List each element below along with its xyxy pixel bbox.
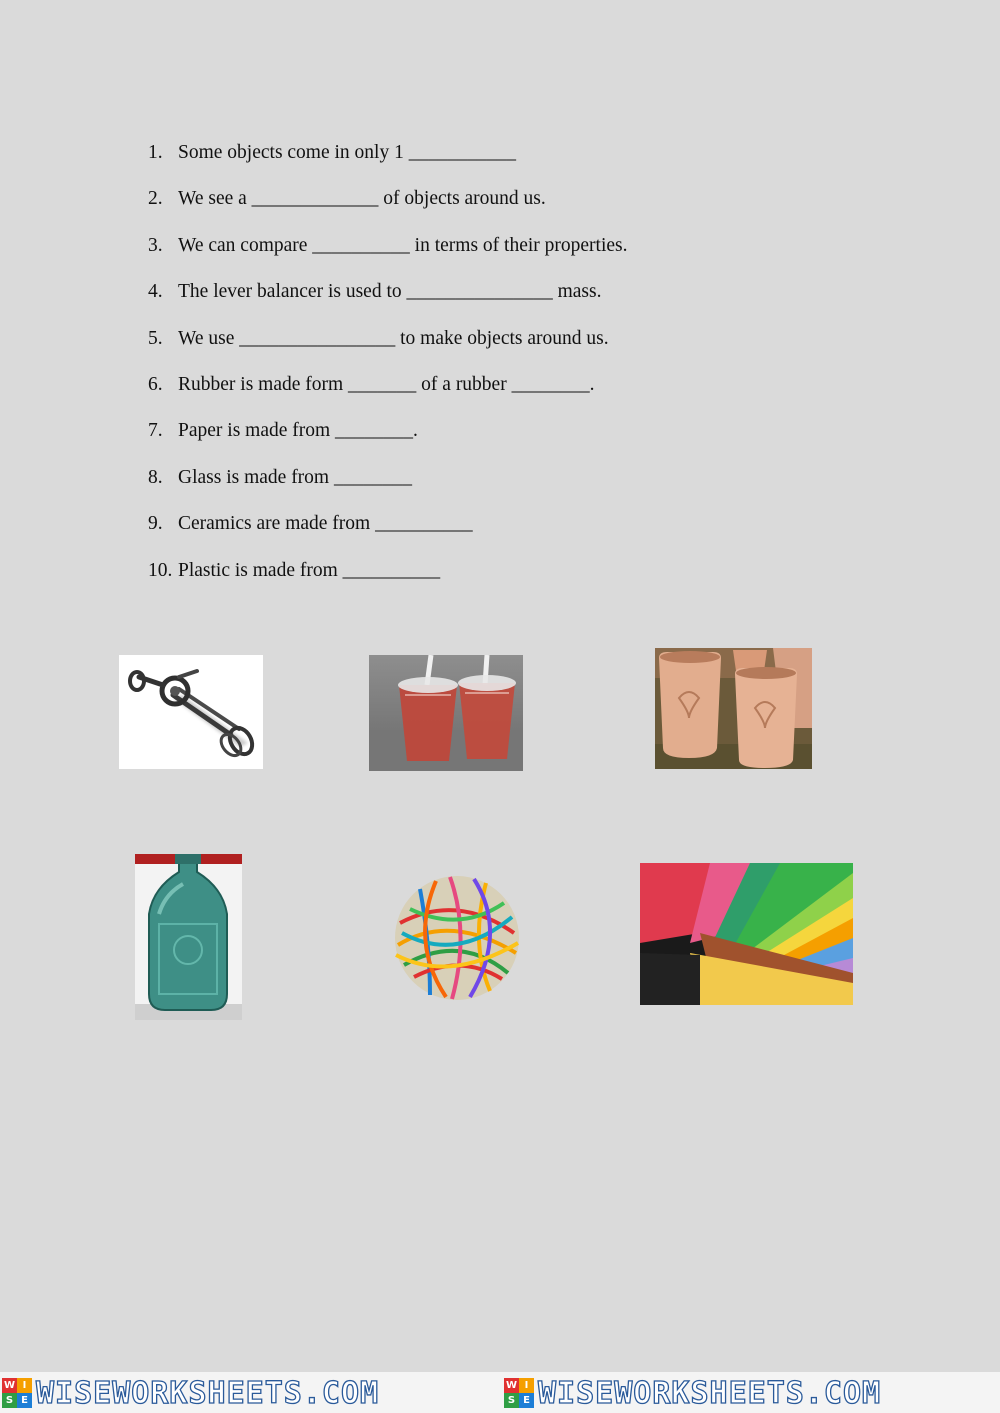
question-number: 8. (148, 466, 163, 488)
watermark-right (504, 1376, 881, 1410)
question-text: We see a _____________ of objects around us. (178, 188, 546, 210)
question-number: 7. (148, 420, 163, 442)
egg-beater-image (119, 655, 263, 769)
question-text: Some objects come in only 1 ___________ (178, 142, 516, 163)
question-4 (148, 279, 628, 325)
question-1 (148, 140, 628, 186)
question-2 (148, 186, 628, 232)
question-3 (148, 233, 628, 279)
logo-badge-icon: W I S E (2, 1378, 32, 1408)
plastic-sheets-image (640, 863, 853, 1005)
question-text: The lever balancer is used to _______________ mass. (178, 281, 602, 303)
question-text: Paper is made from ________. (178, 420, 418, 442)
question-text: Glass is made from ________ (178, 466, 412, 488)
question-text: We use ________________ to make objects around us. (178, 327, 609, 349)
rubber-band-ball-image (390, 873, 524, 1003)
question-5 (148, 326, 628, 372)
question-number: 3. (148, 234, 163, 256)
watermark-left (2, 1376, 379, 1410)
question-9 (148, 511, 628, 557)
ceramic-pots-image (655, 648, 812, 769)
question-number: 1. (148, 142, 163, 163)
question-number: 4. (148, 281, 163, 303)
plastic-cups-image (369, 655, 523, 771)
question-number: 2. (148, 188, 163, 210)
question-text: Ceramics are made from __________ (178, 513, 473, 535)
question-7 (148, 418, 628, 464)
watermark-footer (0, 1372, 1000, 1413)
question-text: We can compare __________ in terms of their properties. (178, 234, 628, 256)
watermark-text: WISEWORKSHEETS.COM (538, 1375, 882, 1411)
question-list (148, 140, 628, 604)
question-8 (148, 465, 628, 511)
logo-badge-icon: W I S E (504, 1378, 534, 1408)
question-6 (148, 372, 628, 418)
watermark-text: WISEWORKSHEETS.COM (36, 1375, 380, 1411)
glass-bottle-image (135, 854, 242, 1020)
question-number: 10. (148, 559, 173, 581)
question-number: 9. (148, 513, 163, 535)
question-text: Plastic is made from __________ (178, 559, 441, 581)
question-text: Rubber is made form _______ of a rubber ________. (178, 373, 595, 395)
question-number: 5. (148, 327, 163, 349)
question-10 (148, 558, 628, 604)
question-number: 6. (148, 373, 163, 395)
